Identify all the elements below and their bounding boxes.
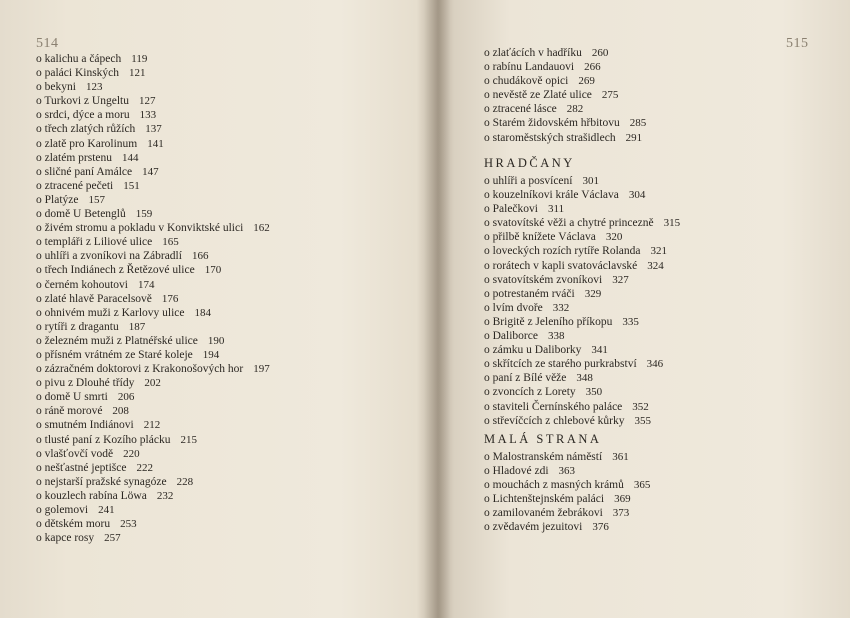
toc-entry-title: o přísném vrátném ze Staré koleje <box>36 348 193 361</box>
toc-entry <box>484 188 680 202</box>
toc-entry-title: o přilbě knížete Václava <box>484 231 596 244</box>
toc-entry-page: 228 <box>176 475 194 488</box>
toc-entry-page: 365 <box>633 479 651 492</box>
toc-entry-page: 162 <box>253 222 270 235</box>
toc-entry-page: 275 <box>601 89 619 102</box>
toc-entry-title: o domě U Betenglů <box>36 208 126 221</box>
toc-entry-page: 321 <box>650 245 667 258</box>
toc-entry-title: o zlatém prstenu <box>36 151 113 164</box>
toc-entry-page: 194 <box>202 348 220 361</box>
toc-entry-page: 335 <box>622 315 639 328</box>
toc-entry-page: 133 <box>139 109 157 122</box>
toc-entry-page: 266 <box>584 61 601 74</box>
toc-entry <box>36 418 270 432</box>
toc-entry-title: o Starém židovském hřbitovu <box>484 117 620 130</box>
toc-entry <box>484 492 650 506</box>
toc-entry <box>36 207 270 221</box>
toc-entry <box>36 348 270 362</box>
toc-entry-title: o kouzelníkovi krále Václava <box>484 189 619 202</box>
toc-entry <box>36 320 270 334</box>
toc-entry-title: o templáři z Liliové ulice <box>36 236 153 249</box>
toc-entry-title: o sličné paní Amálce <box>36 165 133 178</box>
toc-entry <box>36 249 270 263</box>
toc-entry-title: o Hladové zdi <box>484 465 549 478</box>
toc-entry-page: 373 <box>612 507 630 520</box>
toc-entry-page: 338 <box>547 330 565 343</box>
toc-entry-page: 324 <box>647 259 664 272</box>
toc-entry-title: o zvědavém jezuitovi <box>484 521 583 534</box>
toc-entry-title: o golemovi <box>36 504 89 516</box>
toc-entry-title: o zvoncích z Lorety <box>484 386 576 399</box>
toc-entry <box>36 235 270 249</box>
toc-entry-title: o domě U smrti <box>36 391 108 404</box>
toc-entry-page: 257 <box>104 532 121 545</box>
toc-entry-title: o nešťastné jeptišce <box>36 461 127 474</box>
toc-entry <box>36 404 270 418</box>
toc-entry-title: o smutném Indiánovi <box>36 419 134 432</box>
toc-entry-title: o Lichtenštejnském paláci <box>484 493 605 506</box>
toc-entry <box>36 278 270 292</box>
page-number: 515 <box>786 36 809 51</box>
toc-entry <box>36 80 270 94</box>
toc-entry-title: o rabínu Landauovi <box>484 61 575 74</box>
toc-entry-page: 137 <box>145 123 162 136</box>
toc-entry <box>36 292 270 306</box>
toc-entry <box>484 371 680 385</box>
toc-entry-page: 144 <box>122 151 139 164</box>
toc-entry-title: o kalichu a čápech <box>36 53 122 65</box>
toc-entry-page: 187 <box>128 320 146 333</box>
toc-entry-title: o ztracené lásce <box>484 103 557 116</box>
toc-entry-page: 291 <box>625 131 643 144</box>
toc-entry <box>484 273 680 287</box>
toc-entry-page: 208 <box>112 405 129 418</box>
toc-entry-title: o skřítcích ze starého purkrabství <box>484 358 637 371</box>
toc-entry <box>36 306 270 320</box>
toc-entry <box>484 506 650 520</box>
toc-entry-title: o nejstarší pražské synagóze <box>36 475 167 488</box>
toc-entry-title: o zlaťácích v hadříku <box>484 47 582 59</box>
toc-entry-page: 157 <box>88 193 105 206</box>
toc-entry-page: 253 <box>120 518 137 531</box>
toc-entry-title: o kapce rosy <box>36 532 95 545</box>
toc-entry <box>36 362 270 376</box>
toc-entry <box>484 244 680 258</box>
toc-entry <box>484 450 650 464</box>
toc-entry <box>36 193 270 207</box>
toc-entry <box>36 221 270 235</box>
toc-entry <box>36 122 270 136</box>
toc-entry-title: o potrestaném rváči <box>484 287 575 300</box>
toc-entry-page: 285 <box>629 117 647 130</box>
toc-list-hradcany <box>484 174 680 428</box>
toc-entry-title: o loveckých rozích rytíře Rolanda <box>484 245 641 258</box>
toc-entry-page: 348 <box>576 372 593 385</box>
toc-entry <box>484 116 646 130</box>
toc-entry <box>36 94 270 108</box>
toc-entry-title: o železném muži z Platnéřské ulice <box>36 334 198 347</box>
toc-entry-title: o chudákově opici <box>484 75 569 88</box>
toc-entry <box>36 66 270 80</box>
toc-entry-page: 327 <box>612 273 629 286</box>
toc-entry-title: o pivu z Dlouhé třídy <box>36 377 135 390</box>
toc-entry-title: o rorátech v kapli svatováclavské <box>484 259 638 272</box>
toc-entry <box>36 334 270 348</box>
toc-entry-title: o třech zlatých růžích <box>36 123 136 136</box>
toc-entry-title: o rytíři z dragantu <box>36 320 119 333</box>
toc-entry-title: o svatovítském zvoníkovi <box>484 273 603 286</box>
toc-entry <box>484 259 680 273</box>
toc-entry-title: o vlašťovčí vodě <box>36 447 114 460</box>
toc-entry-page: 241 <box>98 504 115 516</box>
toc-entry-page: 121 <box>129 67 146 80</box>
toc-entry <box>484 301 680 315</box>
toc-entry <box>36 52 270 66</box>
toc-entry-title: o ráně morové <box>36 405 103 418</box>
toc-entry <box>484 464 650 478</box>
toc-entry-page: 212 <box>143 419 161 432</box>
toc-entry-title: o paláci Kinských <box>36 67 120 80</box>
toc-entry-page: 311 <box>547 203 565 216</box>
toc-entry-title: o dětském moru <box>36 518 111 531</box>
toc-entry-page: 174 <box>137 278 155 291</box>
toc-entry-page: 147 <box>142 165 159 178</box>
toc-entry-title: o živém stromu a pokladu v Konviktské ulici <box>36 222 244 235</box>
toc-list <box>36 52 270 545</box>
toc-entry <box>484 343 680 357</box>
toc-entry-page: 184 <box>194 306 212 319</box>
toc-entry-title: o Daliborce <box>484 330 538 343</box>
toc-entry <box>484 287 680 301</box>
toc-entry <box>36 151 270 165</box>
toc-entry-title: o zámku u Daliborky <box>484 344 582 357</box>
page-number: 514 <box>36 36 59 51</box>
toc-entry <box>36 531 270 545</box>
toc-entry-page: 123 <box>85 81 103 94</box>
toc-entry <box>484 131 646 145</box>
toc-entry-page: 269 <box>578 75 595 88</box>
toc-list-mala-strana <box>484 450 650 535</box>
toc-entry-page: 166 <box>191 250 209 263</box>
toc-entry-page: 119 <box>131 53 148 65</box>
toc-entry-title: o zamilovaném žebrákovi <box>484 507 603 520</box>
toc-entry-title: o Palečkovi <box>484 203 538 216</box>
toc-entry <box>36 165 270 179</box>
toc-entry-title: o bekyni <box>36 81 76 94</box>
toc-entry-page: 222 <box>136 461 153 474</box>
toc-entry <box>36 179 270 193</box>
toc-entry-title: o uhlíři a zvoníkovi na Zábradlí <box>36 250 182 263</box>
toc-entry-page: 341 <box>591 344 608 357</box>
toc-entry <box>36 376 270 390</box>
toc-entry <box>36 433 270 447</box>
toc-entry <box>36 503 270 517</box>
toc-entry-title: o nevěstě ze Zlaté ulice <box>484 89 592 102</box>
toc-entry <box>484 202 680 216</box>
toc-entry <box>484 230 680 244</box>
toc-entry <box>484 478 650 492</box>
toc-entry-page: 361 <box>612 451 629 463</box>
toc-entry <box>484 315 680 329</box>
toc-entry-title: o uhlíři a posvícení <box>484 175 573 187</box>
toc-entry-page: 320 <box>605 231 623 244</box>
toc-entry-page: 315 <box>663 217 681 230</box>
toc-entry-page: 215 <box>180 433 197 446</box>
toc-entry-page: 141 <box>147 137 164 150</box>
toc-entry-page: 301 <box>582 175 599 187</box>
toc-entry <box>36 447 270 461</box>
toc-entry-page: 282 <box>566 103 584 116</box>
toc-entry <box>36 489 270 503</box>
toc-entry <box>36 390 270 404</box>
toc-entry-page: 332 <box>552 301 570 314</box>
toc-entry <box>484 74 646 88</box>
toc-entry-title: o střevíčcích z chlebové kůrky <box>484 414 625 427</box>
toc-entry <box>484 520 650 534</box>
toc-entry-page: 329 <box>584 287 602 300</box>
toc-entry-title: o svatovítské věži a chytré princezně <box>484 217 654 230</box>
toc-entry-title: o třech Indiánech z Řetězové ulice <box>36 264 195 277</box>
toc-entry-page: 355 <box>634 414 651 427</box>
toc-entry-title: o paní z Bílé věže <box>484 372 567 385</box>
toc-entry <box>36 517 270 531</box>
toc-entry-page: 190 <box>207 334 225 347</box>
toc-entry <box>484 174 680 188</box>
toc-entry-title: o Platýze <box>36 193 79 206</box>
toc-entry-title: o lvím dvoře <box>484 301 543 314</box>
toc-entry-title: o ohnivém muži z Karlovy ulice <box>36 306 185 319</box>
toc-entry-title: o černém kohoutovi <box>36 278 128 291</box>
toc-entry-page: 159 <box>135 208 153 221</box>
toc-entry-title: o tlusté paní z Kozího plácku <box>36 433 171 446</box>
toc-entry <box>484 329 680 343</box>
toc-entry-page: 176 <box>161 292 179 305</box>
toc-entry-page: 127 <box>138 95 156 108</box>
section-heading-hradcany: HRADČANY <box>484 156 575 170</box>
toc-entry-title: o srdci, dýce a moru <box>36 109 130 122</box>
toc-entry <box>484 60 646 74</box>
toc-entry-page: 352 <box>632 400 649 413</box>
toc-entry-title: o ztracené pečeti <box>36 179 114 192</box>
toc-entry-page: 260 <box>591 47 609 59</box>
toc-list <box>484 46 646 145</box>
toc-entry-title: o Turkovi z Ungeltu <box>36 95 129 108</box>
toc-entry-title: o kouzlech rabína Löwa <box>36 489 147 502</box>
toc-entry <box>484 357 680 371</box>
toc-entry-page: 220 <box>123 447 140 460</box>
toc-entry-page: 197 <box>253 363 270 376</box>
toc-entry-title: o zlatě pro Karolinum <box>36 137 138 150</box>
toc-entry <box>36 108 270 122</box>
toc-entry-title: o Brigitě z Jeleního příkopu <box>484 315 613 328</box>
toc-entry-title: o zlaté hlavě Paracelsově <box>36 292 152 305</box>
toc-entry-page: 350 <box>585 386 603 399</box>
toc-entry-page: 369 <box>614 493 631 506</box>
toc-entry <box>484 216 680 230</box>
right-page <box>440 0 850 618</box>
toc-entry-page: 151 <box>123 179 140 192</box>
toc-entry-page: 206 <box>117 391 135 404</box>
toc-entry-page: 376 <box>592 521 609 534</box>
toc-entry <box>36 461 270 475</box>
toc-entry <box>36 475 270 489</box>
toc-entry <box>484 102 646 116</box>
toc-entry <box>484 400 680 414</box>
toc-entry-page: 363 <box>558 465 576 478</box>
toc-entry <box>484 88 646 102</box>
toc-entry-title: o staviteli Černínského paláce <box>484 400 623 413</box>
toc-entry-page: 170 <box>204 264 222 277</box>
section-heading-mala-strana: MALÁ STRANA <box>484 432 602 446</box>
toc-entry-page: 304 <box>628 189 646 202</box>
toc-entry <box>484 46 646 60</box>
toc-entry-page: 346 <box>646 358 664 371</box>
toc-entry-page: 232 <box>156 489 174 502</box>
toc-entry-page: 202 <box>144 377 161 390</box>
toc-entry-title: o Malostranském náměstí <box>484 451 603 463</box>
toc-entry <box>36 263 270 277</box>
toc-entry-title: o staroměstských strašidlech <box>484 131 616 144</box>
toc-entry <box>484 385 680 399</box>
toc-entry-title: o mouchách z masných krámů <box>484 479 624 492</box>
toc-entry-page: 165 <box>162 236 179 249</box>
toc-entry <box>484 414 680 428</box>
toc-entry-title: o zázračném doktorovi z Krakonošových hor <box>36 363 244 376</box>
toc-entry <box>36 137 270 151</box>
